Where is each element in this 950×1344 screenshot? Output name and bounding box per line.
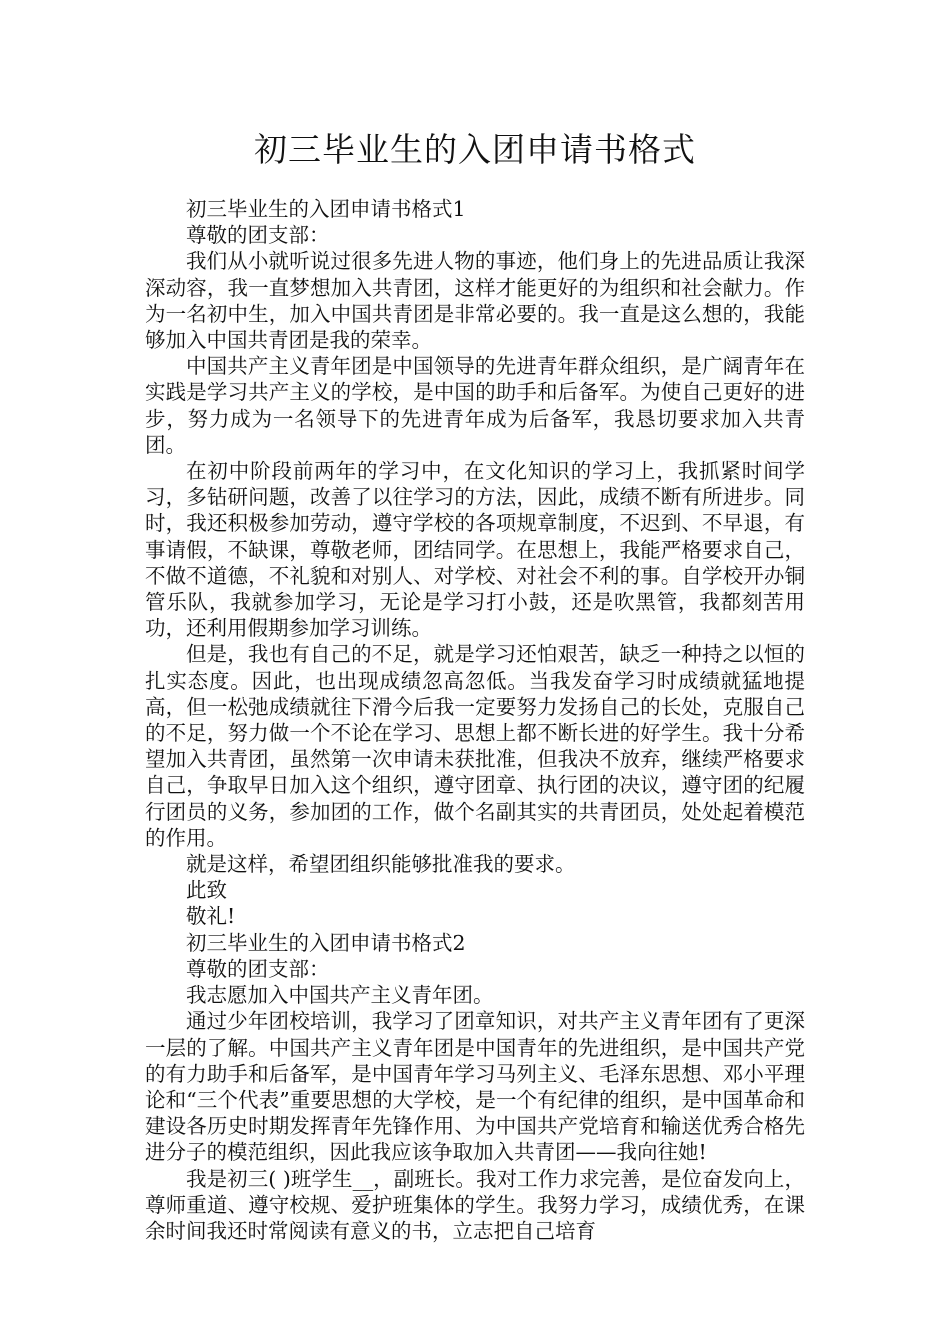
- body-paragraph: 我们从小就听说过很多先进人物的事迹，他们身上的先进品质让我深深动容，我一直梦想加入共青团，这样才能更好的为组织和社会献力。作为一名初中生，加入中国共青团是非常必要的。我一直是这么想的，我能够加入中国共青团是我的荣幸。: [145, 249, 805, 353]
- body-paragraph: 中国共产主义青年团是中国领导的先进青年群众组织，是广阔青年在实践是学习共产主义的学校，是中国的助手和后备军。为使自己更好的进步，努力成为一名领导下的先进青年成为后备军，我恳切要求加入共青团。: [145, 354, 805, 457]
- closing-cizhi: 此致: [186, 878, 227, 903]
- body-paragraph: 我志愿加入中国共产主义青年团。: [186, 983, 494, 1008]
- closing-jingli: 敬礼!: [186, 904, 236, 929]
- body-paragraph: 但是，我也有自己的不足，就是学习还怕艰苦，缺乏一种持之以恒的扎实态度。因此，也出现成绩忽高忽低。当我发奋学习时成绩就猛地提高，但一松弛成绩就往下滑今后我一定要努力发扬自己的长处，克服自己的不足，努力做一个不论在学习、思想上都不断长进的好学生。我十分希望加入共青团，虽然第一次申请未获批准，但我决不放弃，继续严格要求自己，争取早日加入这个组织，遵守团章、执行团的决议，遵守团的纪履行团员的义务，参加团的工作，做个名副其实的共青团员，处处起着模范的作用。: [145, 642, 805, 850]
- section-heading-2: 初三毕业生的入团申请书格式2: [186, 930, 466, 955]
- document-body: [145, 196, 805, 1244]
- body-paragraph: 在初中阶段前两年的学习中，在文化知识的学习上，我抓紧时间学习，多钻研问题，改善了以往学习的方法，因此，成绩不断有所进步。同时，我还积极参加劳动，遵守学校的各项规章制度，不迟到、不早退，有事请假，不缺课，尊敬老师，团结同学。在思想上，我能严格要求自己，不做不道德，不礼貌和对别人、对学校、对社会不利的事。自学校开办铜管乐队，我就参加学习，无论是学习打小鼓，还是吹黑管，我都刻苦用功，还利用假期参加学习训练。: [145, 459, 805, 641]
- closing-request: 就是这样，希望团组织能够批准我的要求。: [186, 852, 576, 877]
- body-paragraph: 我是初三( )班学生__，副班长。我对工作力求完善，是位奋发向上，尊师重道、遵守校规、爱护班集体的学生。我努力学习，成绩优秀，在课余时间我还时常阅读有意义的书，立志把自己培育: [145, 1166, 805, 1243]
- section-heading-1: 初三毕业生的入团申请书格式1: [186, 197, 466, 221]
- salutation-2: 尊敬的团支部：: [186, 956, 330, 981]
- body-paragraph: 通过少年团校培训，我学习了团章知识，对共产主义青年团有了更深一层的了解。中国共产主义青年团是中国青年的先进组织，是中国共产党的有力助手和后备军，是中国青年学习马列主义、毛泽东思想、邓小平理论和“三个代表”重要思想的大学校，是一个有纪律的组织，是中国革命和建设各历史时期发挥青年先锋作用、为中国共产党培育和输送优秀合格先进分子的模范组织，因此我应该争取加入共青团——我向往她!: [145, 1009, 805, 1165]
- document-title: 初三毕业生的入团申请书格式: [254, 130, 696, 169]
- salutation-1: 尊敬的团支部：: [186, 223, 330, 248]
